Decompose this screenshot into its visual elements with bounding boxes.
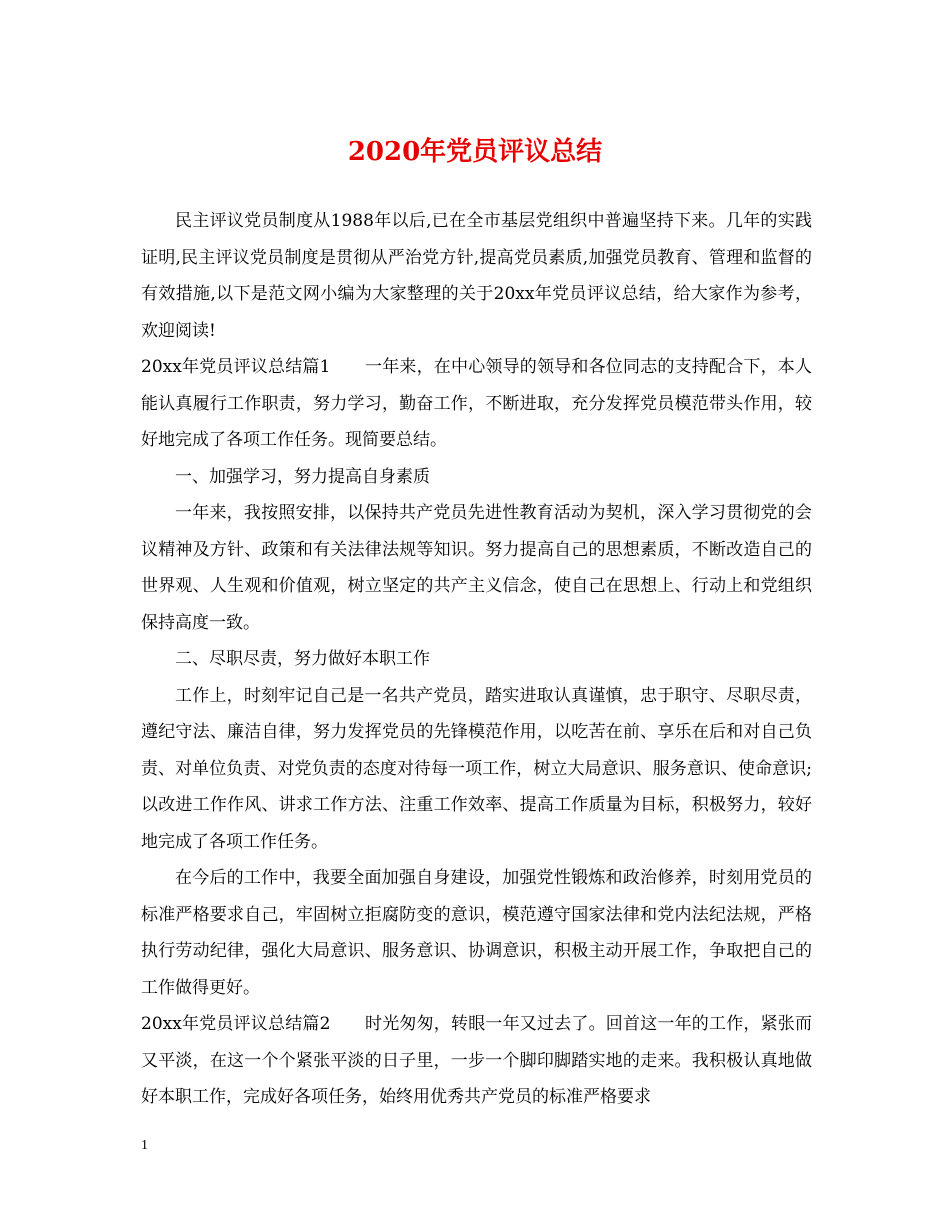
document-body	[141, 203, 812, 1116]
page-number: 1	[141, 1138, 148, 1153]
section-2-paragraph: 20xx年党员评议总结篇2 时光匆匆，转眼一年又过去了。回首这一年的工作，紧张而又平淡，在这一个个紧张平淡的日子里，一步一个脚印脚踏实地的走来。我积极认真地做好本职工作，完成好各项任务，始终用优秀共产党员的标准严格要求	[141, 1014, 812, 1107]
heading-2: 二、尽职尽责，努力做好本职工作	[175, 649, 430, 669]
heading-1: 一、加强学习，努力提高自身素质	[175, 466, 430, 487]
intro-paragraph: 民主评议党员制度从1988年以后,已在全市基层党组织中普遍坚持下来。几年的实践证明,民主评议党员制度是贯彻从严治党方针,提高党员素质,加强党员教育、管理和监督的有效措施,以下是范文网小编为大家整理的关于20xx年党员评议总结，给大家作为参考，欢迎阅读!	[141, 211, 812, 341]
document-title: 2020年党员评议总结	[347, 137, 603, 167]
body-paragraph: 工作上，时刻牢记自己是一名共产党员，踏实进取认真谨慎，忠于职守、尽职尽责，遵纪守法、廉洁自律，努力发挥党员的先锋模范作用，以吃苦在前、享乐在后和对自己负责、对单位负责、对党负责的态度对待每一项工作，树立大局意识、服务意识、使命意识;以改进工作作风、讲求工作方法、注重工作效率、提高工作质量为目标，积极努力，较好地完成了各项工作任务。	[141, 685, 812, 852]
body-paragraph: 一年来，我按照安排，以保持共产党员先进性教育活动为契机，深入学习贯彻党的会议精神及方针、政策和有关法律法规等知识。努力提高自己的思想素质，不断改造自己的世界观、人生观和价值观，树立坚定的共产主义信念，使自己在思想上、行动上和党组织保持高度一致。	[141, 503, 812, 633]
section-1-paragraph: 20xx年党员评议总结篇1 一年来，在中心领导的领导和各位同志的支持配合下，本人能认真履行工作职责，努力学习，勤奋工作，不断进取，充分发挥党员模范带头作用，较好地完成了各项工作任务。现简要总结。	[141, 357, 812, 450]
body-paragraph: 在今后的工作中，我要全面加强自身建设，加强党性锻炼和政治修养，时刻用党员的标准严格要求自己，牢固树立拒腐防变的意识，模范遵守国家法律和党内法纪法规，严格执行劳动纪律，强化大局意识、服务意识、协调意识，积极主动开展工作，争取把自己的工作做得更好。	[141, 868, 812, 998]
